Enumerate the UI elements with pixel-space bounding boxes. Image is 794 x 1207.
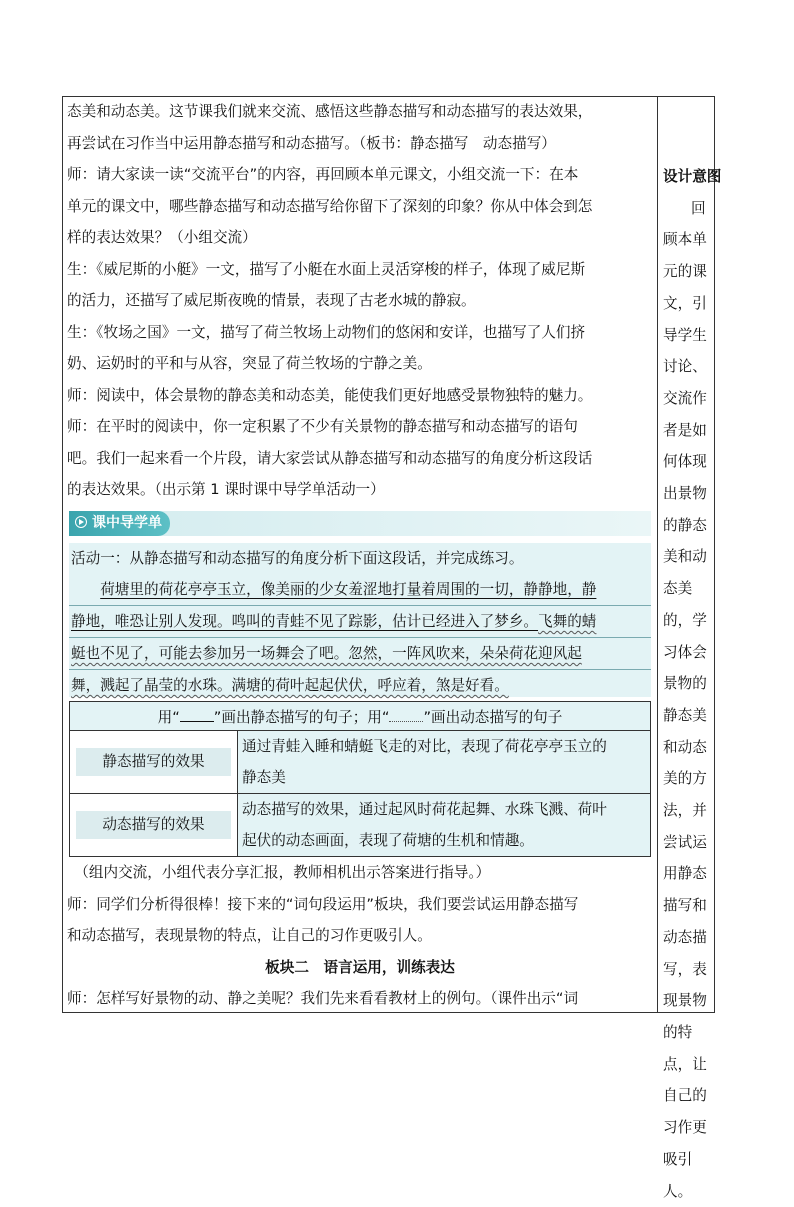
section-banner [69, 511, 651, 536]
activity-paragraph-line [69, 670, 651, 702]
activity-paragraph-line [69, 574, 651, 606]
design-intent-body: 回顾本单元的课文，引导学生讨论、交流作者是如何体现出景物的静态美和动态美的，学习体会景物的静态美和动态美的方法，并尝试运用静态描写和动态描写，表现景物的特点，让自己的习作更吸引人。 [663, 199, 707, 1200]
wavy-line-blank [389, 707, 423, 722]
text-line: 的活力，还描写了威尼斯夜晚的情景，表现了古老水城的静寂。 [67, 292, 476, 309]
text-line: 师：请大家读一读“交流平台”的内容，再回顾本单元课文，小组交流一下：在本 [67, 166, 579, 183]
activity-box [69, 543, 651, 697]
straight-line-blank [180, 707, 214, 722]
section-heading: 板块二 语言运用，训练表达 [265, 958, 455, 976]
activity-paragraph-line [69, 606, 651, 638]
text-line: 师：在平时的阅读中，你一定积累了不少有关景物的静态描写和动态描写的语句 [67, 418, 578, 435]
dynamic-effect-answer: 动态描写的效果，通过起风时荷花起舞、水珠飞溅、荷叶 起伏的动态画面，表现了荷塘的生机和情趣。 [238, 794, 651, 857]
text-line: 师：怎样写好景物的动、静之美呢？我们先来看看教材上的例句。（课件出示“词 [67, 990, 579, 1007]
text-line: 和动态描写，表现景物的特点，让自己的习作更吸引人。 [67, 927, 432, 944]
dynamic-effect-label: 动态描写的效果 [70, 794, 238, 857]
exercise-instruction: 用“ ”画出静态描写的句子；用“ ”画出动态描写的句子 [70, 702, 651, 731]
lower-text [67, 857, 653, 1015]
main-column [67, 96, 653, 506]
static-sentence: 荷塘里的荷花亭亭玉立，像美丽的少女羞涩地打量着周围的一切，静静地，静 [100, 581, 597, 598]
dynamic-sentence: 飞舞的蜻 [538, 613, 597, 630]
text-line: 奶、运奶时的平和与从容，突显了荷兰牧场的宁静之美。 [67, 355, 432, 372]
banner-label: 课中导学单 [92, 515, 162, 531]
text-line: 样的表达效果？（小组交流） [67, 229, 257, 246]
play-circle-icon [75, 516, 87, 528]
column-divider [657, 96, 658, 1013]
banner-tag [69, 511, 170, 536]
exercise-table [69, 701, 651, 857]
text-line: 生：《牧场之国》一文，描写了荷兰牧场上动物们的悠闲和安详，也描写了人们挤 [67, 323, 586, 341]
text-line: 生：《威尼斯的小艇》一文，描写了小艇在水面上灵活穿梭的样子，体现了威尼斯 [67, 260, 586, 278]
text-line: 态美和动态美。这节课我们就来交流、感悟这些静态描写和动态描写的表达效果， [67, 103, 593, 120]
design-intent-column [663, 161, 722, 1207]
dynamic-sentence: 舞，溅起了晶莹的水珠。满塘的荷叶起起伏伏，呼应着，煞是好看。 [71, 677, 509, 694]
text-line: 的表达效果。（出示第 1 课时课中导学单活动一） [67, 481, 385, 498]
static-effect-answer: 通过青蛙入睡和蜻蜓飞走的对比，表现了荷花亭亭玉立的 静态美 [238, 731, 651, 794]
design-intent-title: 设计意图 [663, 168, 722, 185]
activity-paragraph-line [69, 638, 651, 670]
text-line: 吧。我们一起来看一个片段，请大家尝试从静态描写和动态描写的角度分析这段话 [67, 449, 593, 467]
text-line: 师：同学们分析得很棒！接下来的“词句段运用”板块，我们要尝试运用静态描写 [67, 895, 579, 913]
text-line: （组内交流，小组代表分享汇报，教师相机出示答案进行指导。） [81, 864, 491, 881]
text-line: 师：阅读中，体会景物的静态美和动态美，能使我们更好地感受景物独特的魅力。 [67, 386, 593, 404]
activity-title: 活动一：从静态描写和动态描写的角度分析下面这段话，并完成练习。 [71, 550, 524, 567]
text-line: 再尝试在习作当中运用静态描写和动态描写。（板书：静态描写 动态描写） [67, 134, 556, 152]
static-effect-label: 静态描写的效果 [70, 731, 238, 794]
dynamic-sentence: 蜓也不见了，可能去参加另一场舞会了吧。忽然，一阵风吹来，朵朵荷花迎风起 [71, 645, 582, 662]
text-line: 单元的课文中，哪些静态描写和动态描写给你留下了深刻的印象？你从中体会到怎 [67, 197, 593, 215]
static-sentence: 静地，唯恐让别人发现。鸣叫的青蛙不见了踪影，估计已经进入了梦乡。 [71, 613, 539, 630]
